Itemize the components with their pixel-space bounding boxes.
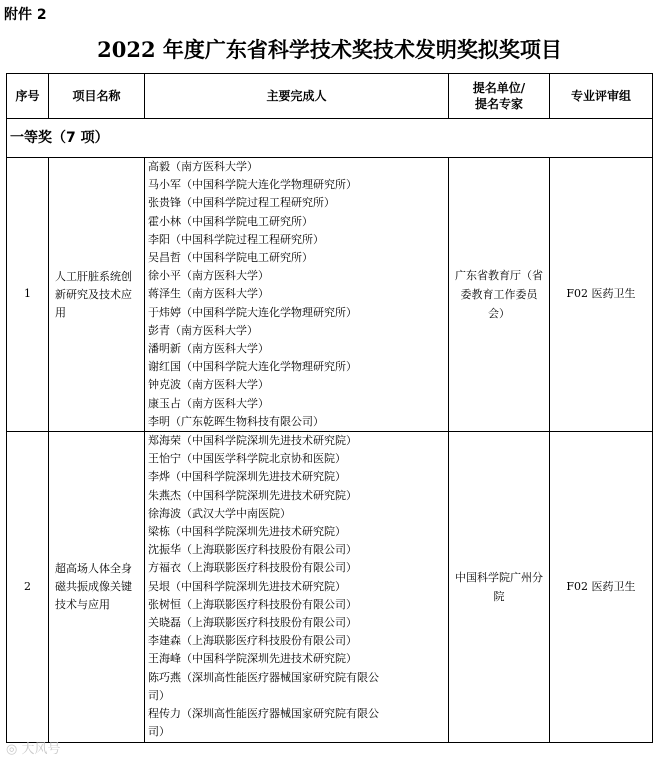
person-line: 李明（广东乾晖生物科技有限公司） bbox=[148, 414, 324, 428]
person-line: 沈振华（上海联影医疗科技股份有限公司） bbox=[148, 543, 357, 557]
person-line: 张贵锋（中国科学院过程工程研究所） bbox=[148, 196, 335, 210]
person-line: 张树恒（上海联影医疗科技股份有限公司） bbox=[148, 597, 357, 611]
person-line: 梁栋（中国科学院深圳先进技术研究院） bbox=[148, 525, 346, 539]
person-line: 司） bbox=[148, 725, 170, 739]
award-table bbox=[6, 73, 653, 743]
table-row bbox=[7, 158, 653, 432]
header-unit bbox=[449, 74, 550, 119]
person-line: 高毅（南方医科大学） bbox=[148, 160, 258, 173]
person-line: 方福衣（上海联影医疗科技股份有限公司） bbox=[148, 561, 357, 575]
page-title: 2022 年度广东省科学技术奖技术发明奖拟奖项目 bbox=[97, 37, 562, 62]
person-line: 徐海波（武汉大学中南医院） bbox=[148, 506, 291, 520]
person-line: 司） bbox=[148, 688, 170, 702]
person-line: 于炜婷（中国科学院大连化学物理研究所） bbox=[148, 305, 357, 319]
attachment-label: 附件 2 bbox=[4, 7, 47, 23]
review-group: F02 医药卫生 bbox=[550, 158, 653, 432]
person-line: 王海峰（中国科学院深圳先进技术研究院） bbox=[148, 652, 357, 666]
person-line: 李烨（中国科学院深圳先进技术研究院） bbox=[148, 470, 346, 484]
section-label: 一等奖（7 项） bbox=[7, 119, 653, 158]
table-header-row bbox=[7, 74, 653, 119]
header-group: 专业评审组 bbox=[550, 74, 653, 119]
person-line: 马小军（中国科学院大连化学物理研究所） bbox=[148, 178, 357, 192]
header-no: 序号 bbox=[7, 74, 49, 119]
nominating-unit: 中国科学院广州分院 bbox=[449, 432, 550, 742]
person-line: 蒋泽生（南方医科大学） bbox=[148, 287, 269, 301]
nominating-unit: 广东省教育厅（省委教育工作委员会） bbox=[449, 158, 550, 432]
person-line: 郑海荣（中国科学院深圳先进技术研究院） bbox=[148, 434, 357, 448]
person-line: 关晓磊（上海联影医疗科技股份有限公司） bbox=[148, 616, 357, 630]
project-name: 超高场人体全身磁共振成像关键技术与应用 bbox=[49, 432, 145, 742]
person-line: 康玉占（南方医科大学） bbox=[148, 396, 269, 410]
person-line: 钟克波（南方医科大学） bbox=[148, 378, 269, 392]
project-name: 人工肝脏系统创新研究及技术应用 bbox=[49, 158, 145, 432]
person-line: 谢红国（中国科学院大连化学物理研究所） bbox=[148, 360, 357, 374]
person-line: 朱燕杰（中国科学院深圳先进技术研究院） bbox=[148, 488, 357, 502]
header-people: 主要完成人 bbox=[145, 74, 449, 119]
people-list bbox=[145, 158, 449, 432]
person-line: 潘明新（南方医科大学） bbox=[148, 342, 269, 356]
person-line: 吴垠（中国科学院深圳先进技术研究院） bbox=[148, 579, 346, 593]
person-line: 徐小平（南方医科大学） bbox=[148, 269, 269, 283]
person-line: 李阳（中国科学院过程工程研究所） bbox=[148, 232, 324, 246]
person-line: 陈巧燕（深圳高性能医疗器械国家研究院有限公 bbox=[148, 670, 379, 684]
watermark: ◎ 大风号 bbox=[6, 742, 61, 757]
person-line: 吴昌哲（中国科学院电工研究所） bbox=[148, 251, 313, 265]
header-unit-line1: 提名单位/ bbox=[472, 81, 526, 95]
row-no: 1 bbox=[7, 158, 49, 432]
table-row bbox=[7, 432, 653, 742]
person-line: 程传力（深圳高性能医疗器械国家研究院有限公 bbox=[148, 707, 379, 721]
person-line: 彭青（南方医科大学） bbox=[148, 323, 258, 337]
person-line: 李建森（上海联影医疗科技股份有限公司） bbox=[148, 634, 357, 648]
people-list bbox=[145, 432, 449, 742]
section-row bbox=[7, 119, 653, 158]
header-unit-line2: 提名专家 bbox=[474, 97, 523, 111]
header-project: 项目名称 bbox=[49, 74, 145, 119]
person-line: 王怡宁（中国医学科学院北京协和医院） bbox=[148, 452, 346, 466]
person-line: 霍小林（中国科学院电工研究所） bbox=[148, 214, 313, 228]
row-no: 2 bbox=[7, 432, 49, 742]
review-group: F02 医药卫生 bbox=[550, 432, 653, 742]
